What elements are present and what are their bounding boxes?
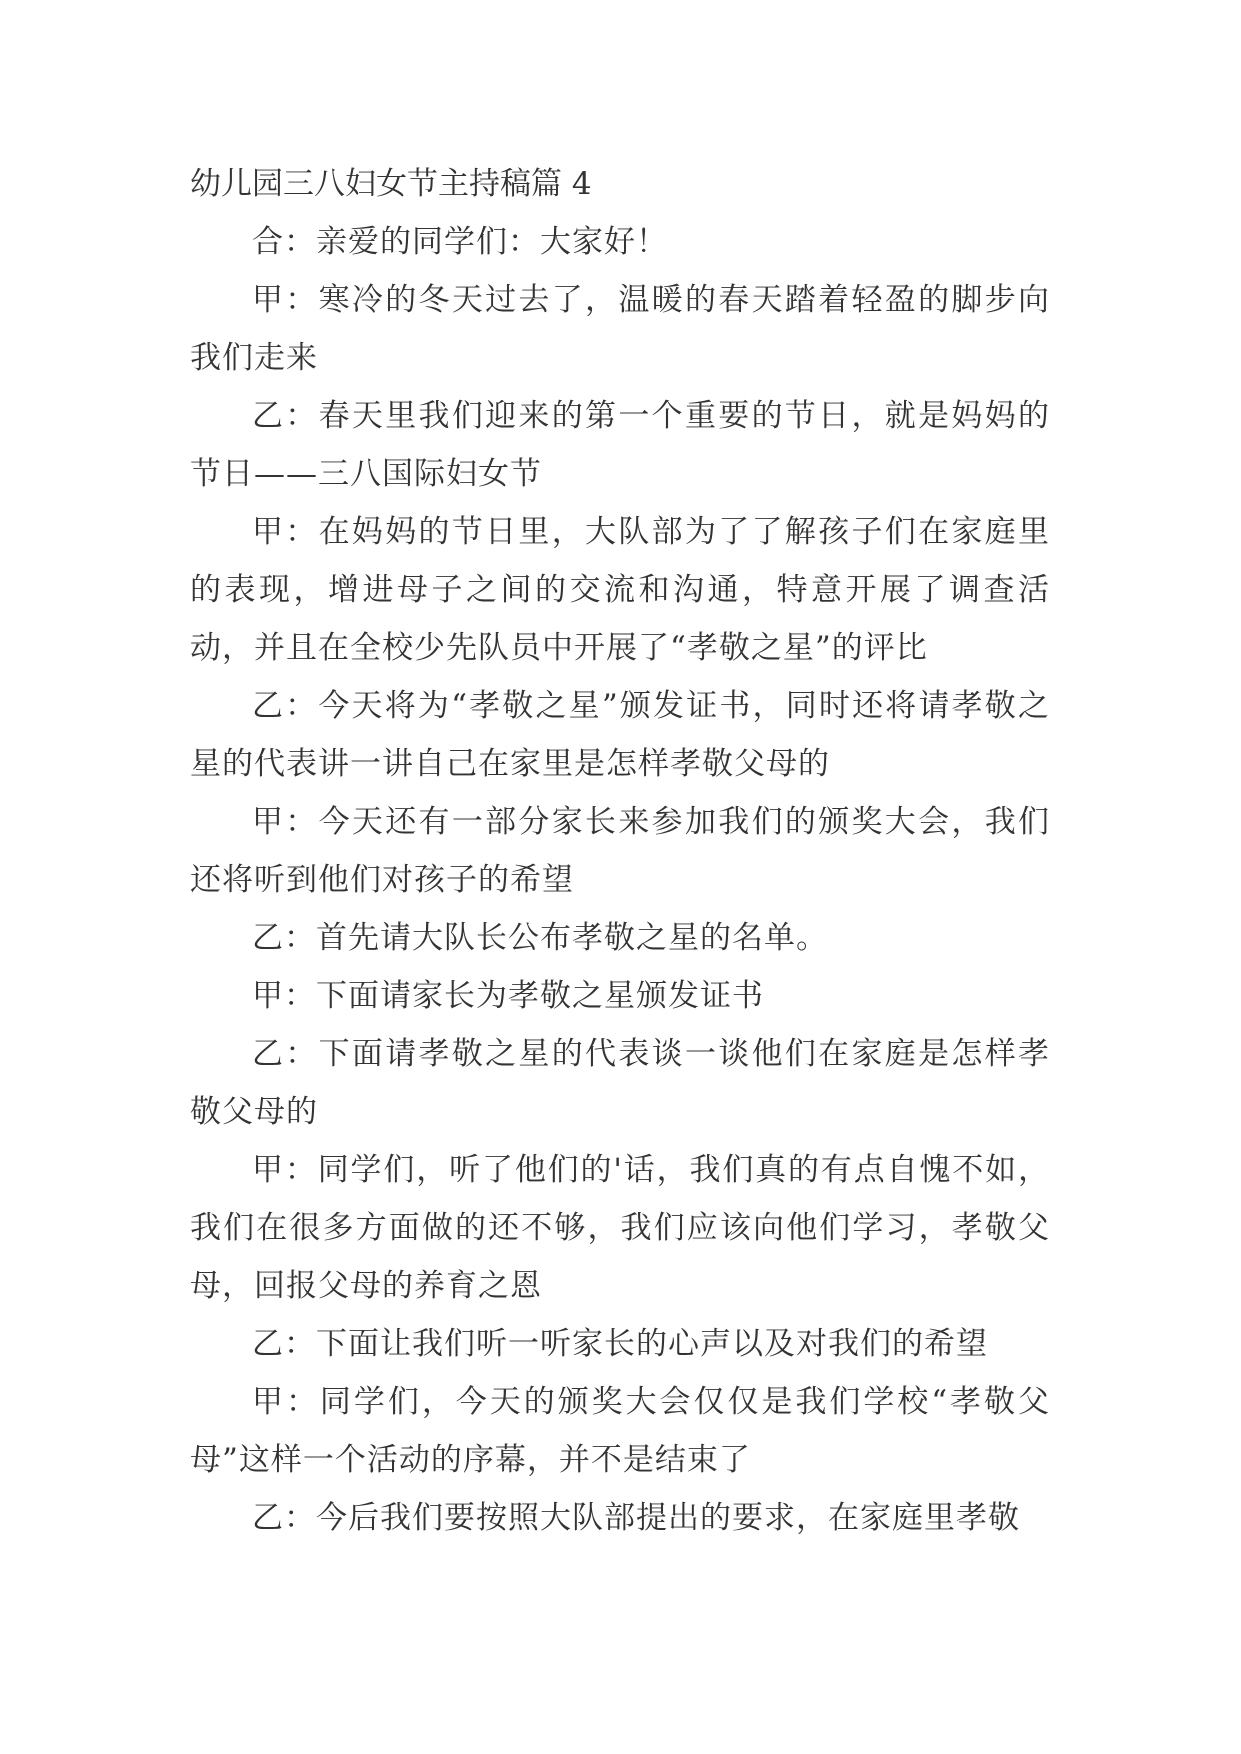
paragraph: 甲：今天还有一部分家长来参加我们的颁奖大会，我们还将听到他们对孩子的希望 bbox=[190, 804, 1050, 898]
paragraph: 甲：寒冷的冬天过去了，温暖的春天踏着轻盈的脚步向我们走来 bbox=[190, 282, 1050, 376]
document-body bbox=[190, 155, 1050, 1547]
paragraph: 甲：下面请家长为孝敬之星颁发证书 bbox=[252, 978, 764, 1014]
paragraph: 合：亲爱的同学们：大家好！ bbox=[252, 224, 668, 260]
paragraph: 乙：今后我们要按照大队部提出的要求，在家庭里孝敬 bbox=[252, 1500, 1020, 1536]
paragraph: 甲：同学们，听了他们的'话，我们真的有点自愧不如，我们在很多方面做的还不够，我们应该向他们学习，孝敬父母，回报父母的养育之恩 bbox=[190, 1152, 1050, 1304]
paragraph: 乙：下面让我们听一听家长的心声以及对我们的希望 bbox=[252, 1326, 988, 1362]
paragraph: 甲：同学们，今天的颁奖大会仅仅是我们学校“孝敬父母”这样一个活动的序幕，并不是结束了 bbox=[190, 1384, 1050, 1478]
paragraph: 乙：下面请孝敬之星的代表谈一谈他们在家庭是怎样孝敬父母的 bbox=[190, 1036, 1050, 1130]
paragraph: 乙：春天里我们迎来的第一个重要的节日，就是妈妈的节日——三八国际妇女节 bbox=[190, 398, 1050, 492]
paragraph: 甲：在妈妈的节日里，大队部为了了解孩子们在家庭里的表现，增进母子之间的交流和沟通，特意开展了调查活动，并且在全校少先队员中开展了“孝敬之星”的评比 bbox=[190, 514, 1050, 666]
paragraph: 乙：今天将为“孝敬之星”颁发证书，同时还将请孝敬之星的代表讲一讲自己在家里是怎样孝敬父母的 bbox=[190, 688, 1050, 782]
document-title: 幼儿园三八妇女节主持稿篇 4 bbox=[190, 166, 592, 202]
paragraph: 乙：首先请大队长公布孝敬之星的名单。 bbox=[252, 920, 828, 956]
